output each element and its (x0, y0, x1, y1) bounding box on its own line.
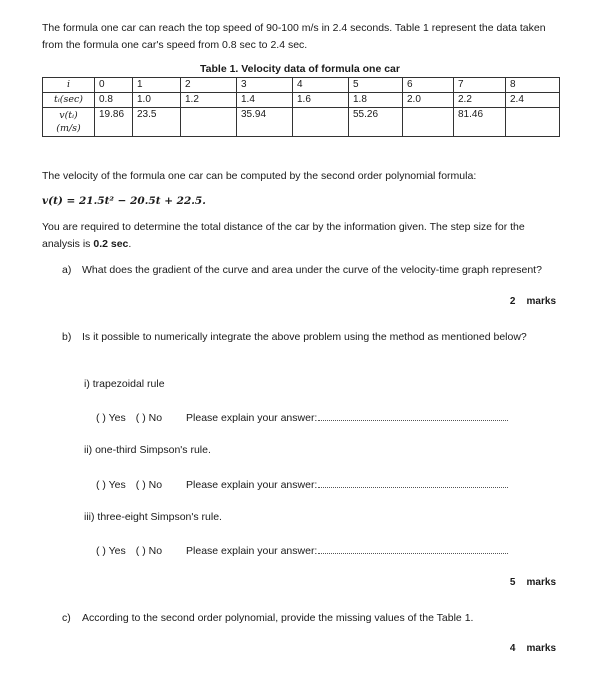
table-cell: 2.4 (506, 93, 560, 108)
question-c-marks (510, 643, 556, 654)
table-cell: 1 (133, 78, 181, 93)
question-c-label: c) (62, 612, 71, 624)
answer-row-one-third-simpson (96, 478, 546, 491)
table-cell: 19.86 (95, 108, 133, 137)
velocity-unit: (m/s) (56, 123, 81, 134)
row-label-time: tᵢ(sec) (43, 93, 95, 108)
no-checkbox[interactable]: ( ) No (135, 479, 163, 491)
table-cell: 8 (506, 78, 560, 93)
table-cell: 1.4 (237, 93, 293, 108)
table-cell: 4 (293, 78, 349, 93)
table-cell: 35.94 (237, 108, 293, 137)
answer-line[interactable] (318, 411, 508, 421)
table-cell: 6 (403, 78, 454, 93)
table-row-velocity (43, 108, 560, 137)
table-cell: 1.8 (349, 93, 403, 108)
method-three-eight-simpson: iii) three-eight Simpson's rule. (84, 511, 222, 523)
answer-line[interactable] (318, 478, 508, 488)
question-b (62, 329, 562, 345)
question-c (62, 610, 562, 626)
table-cell: 5 (349, 78, 403, 93)
question-b-label: b) (62, 331, 72, 343)
table-cell: 1.2 (181, 93, 237, 108)
answer-line[interactable] (318, 544, 508, 554)
formula-intro: The velocity of the formula one car can be computed by the second order polynomial formula: (42, 170, 477, 182)
task-text: You are required to determine the total distance of the car by the information given. The step size for the analysis is (42, 221, 525, 250)
table-cell: 0 (95, 78, 133, 93)
table-title: Table 1. Velocity data of formula one car (200, 63, 400, 75)
table-cell: 7 (454, 78, 506, 93)
table-cell: 2.0 (403, 93, 454, 108)
answer-row-trapezoidal (96, 411, 546, 424)
method-trapezoidal: i) trapezoidal rule (84, 378, 165, 390)
question-a-marks-word: marks (526, 296, 556, 307)
question-b-marks-word: marks (526, 577, 556, 588)
yes-checkbox[interactable]: ( ) Yes (96, 545, 126, 557)
table-row-time (43, 93, 560, 108)
step-size: 0.2 sec (93, 238, 129, 250)
question-a (62, 262, 562, 278)
question-b-text: Is it possible to numerically integrate the above problem using the method as mentioned below? (82, 331, 527, 343)
row-label-velocity (43, 108, 95, 137)
method-one-third-simpson: ii) one-third Simpson's rule. (84, 444, 211, 456)
table-row-index (43, 78, 560, 93)
table-cell: 2.2 (454, 93, 506, 108)
table-cell (181, 108, 237, 137)
question-a-marks-num: 2 (509, 296, 516, 307)
explain-label: Please explain your answer: (186, 479, 318, 491)
explain-label: Please explain your answer: (186, 545, 318, 557)
task-paragraph: You are required to determine the total distance of the car by the information given. The step size for the analysis is 0.2 sec. (42, 221, 525, 250)
table-cell: 23.5 (133, 108, 181, 137)
table-cell (293, 108, 349, 137)
table-cell: 0.8 (95, 93, 133, 108)
velocity-label: v(tᵢ) (59, 110, 78, 121)
explain-label: Please explain your answer: (186, 412, 318, 424)
table-cell: 2 (181, 78, 237, 93)
row-label-index: i (43, 78, 95, 93)
table-cell: 55.26 (349, 108, 403, 137)
answer-row-three-eight-simpson (96, 544, 546, 557)
table-cell (506, 108, 560, 137)
question-c-marks-word: marks (526, 643, 556, 654)
question-a-label: a) (62, 264, 72, 276)
velocity-table (42, 77, 560, 137)
no-checkbox[interactable]: ( ) No (135, 545, 163, 557)
table-cell: 3 (237, 78, 293, 93)
yes-checkbox[interactable]: ( ) Yes (96, 412, 126, 424)
intro-paragraph: The formula one car can reach the top speed of 90-100 m/s in 2.4 seconds. Table 1 represent the data taken from the formula one car's speed from 0.8 sec to 2.4 sec. (42, 22, 546, 51)
table-cell: 81.46 (454, 108, 506, 137)
question-a-marks (510, 296, 556, 307)
table-cell (403, 108, 454, 137)
question-c-marks-num: 4 (509, 643, 516, 654)
question-c-text: According to the second order polynomial, provide the missing values of the Table 1. (82, 612, 474, 624)
question-a-text: What does the gradient of the curve and area under the curve of the velocity-time graph represent? (82, 264, 542, 276)
yes-checkbox[interactable]: ( ) Yes (96, 479, 126, 491)
table-cell: 1.0 (133, 93, 181, 108)
question-b-marks-num: 5 (509, 577, 516, 588)
polynomial-formula: v(t) = 21.5t² − 20.5t + 22.5. (42, 195, 206, 207)
no-checkbox[interactable]: ( ) No (135, 412, 163, 424)
table-cell: 1.6 (293, 93, 349, 108)
question-b-marks (510, 577, 556, 588)
